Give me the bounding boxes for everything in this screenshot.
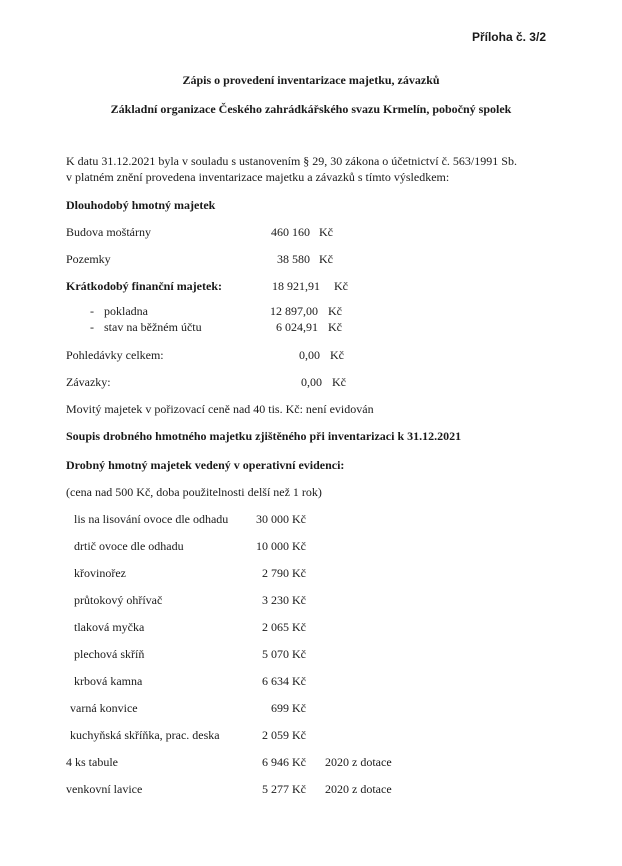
- long-term-item-label: Pozemky: [66, 252, 111, 266]
- receivables-amount: 0,00: [299, 348, 320, 362]
- list-dash: -: [90, 304, 94, 318]
- list-item-amount: 2 065 Kč: [262, 620, 306, 634]
- small-assets-note: (cena nad 500 Kč, doba použitelnosti delší než 1 rok): [66, 485, 322, 499]
- long-term-item-amount: 460 160: [271, 225, 310, 239]
- long-term-item-amount: 38 580: [277, 252, 310, 266]
- short-term-item-amount: 6 024,91: [276, 320, 318, 334]
- short-term-item-label: pokladna: [104, 304, 148, 318]
- list-item: průtokový ohřívač: [74, 593, 163, 607]
- list-item: varná konvice: [70, 701, 138, 715]
- list-item: lis na lisování ovoce dle odhadu: [74, 512, 229, 526]
- intro-line-2: v platném znění provedena inventarizace majetku a závazků s tímto výsledkem:: [66, 170, 450, 184]
- long-term-item-unit: Kč: [319, 252, 333, 266]
- list-item-amount: 3 230 Kč: [262, 593, 306, 607]
- short-term-item-unit: Kč: [328, 320, 342, 334]
- document-title: Zápis o provedení inventarizace majetku, závazků: [182, 73, 440, 87]
- inventory-heading: Soupis drobného hmotného majetku zjištěného při inventarizaci k 31.12.2021: [66, 429, 462, 443]
- list-item-amount: 30 000 Kč: [256, 512, 306, 526]
- list-item: plechová skříň: [74, 647, 145, 661]
- long-term-heading: Dlouhodobý hmotný majetek: [66, 198, 216, 212]
- liabilities-unit: Kč: [332, 375, 346, 389]
- list-item-amount: 2 790 Kč: [262, 566, 306, 580]
- list-item: 4 ks tabule: [66, 755, 118, 769]
- movable-assets-line: Movitý majetek v pořizovací ceně nad 40 tis. Kč: není evidován: [66, 402, 374, 416]
- short-term-item-amount: 12 897,00: [270, 304, 318, 318]
- list-item: krbová kamna: [74, 674, 143, 688]
- list-item-note: 2020 z dotace: [325, 782, 392, 796]
- list-item: kuchyňská skříňka, prac. deska: [70, 728, 220, 742]
- list-item-amount: 6 946 Kč: [262, 755, 306, 769]
- small-assets-heading: Drobný hmotný majetek vedený v operativní evidenci:: [66, 458, 345, 472]
- short-term-unit: Kč: [334, 279, 348, 293]
- attachment-label: Příloha č. 3/2: [471, 30, 546, 44]
- liabilities-amount: 0,00: [301, 375, 322, 389]
- list-item: tlaková myčka: [74, 620, 145, 634]
- long-term-item-unit: Kč: [319, 225, 333, 239]
- list-item-amount: 2 059 Kč: [262, 728, 306, 742]
- document-subtitle: Základní organizace Českého zahrádkářského svazu Krmelín, pobočný spolek: [110, 102, 512, 116]
- list-item-amount: 10 000 Kč: [256, 539, 306, 553]
- short-term-item-unit: Kč: [328, 304, 342, 318]
- list-item-note: 2020 z dotace: [325, 755, 392, 769]
- list-item-amount: 699 Kč: [271, 701, 306, 715]
- list-dash: -: [90, 320, 94, 334]
- intro-line-1: K datu 31.12.2021 byla v souladu s ustanovením § 29, 30 zákona o účetnictví č. 563/1991 Sb.: [66, 154, 517, 168]
- short-term-item-label: stav na běžném účtu: [104, 320, 202, 334]
- list-item-amount: 5 070 Kč: [262, 647, 306, 661]
- list-item-amount: 6 634 Kč: [262, 674, 306, 688]
- short-term-amount: 18 921,91: [272, 279, 320, 293]
- long-term-item-label: Budova moštárny: [66, 225, 151, 239]
- receivables-label: Pohledávky celkem:: [66, 348, 164, 362]
- liabilities-label: Závazky:: [66, 375, 111, 389]
- receivables-unit: Kč: [330, 348, 344, 362]
- list-item: křovinořez: [74, 566, 126, 580]
- list-item: venkovní lavice: [66, 782, 143, 796]
- list-item: drtič ovoce dle odhadu: [74, 539, 184, 553]
- list-item-amount: 5 277 Kč: [262, 782, 306, 796]
- short-term-heading: Krátkodobý finanční majetek:: [66, 279, 222, 293]
